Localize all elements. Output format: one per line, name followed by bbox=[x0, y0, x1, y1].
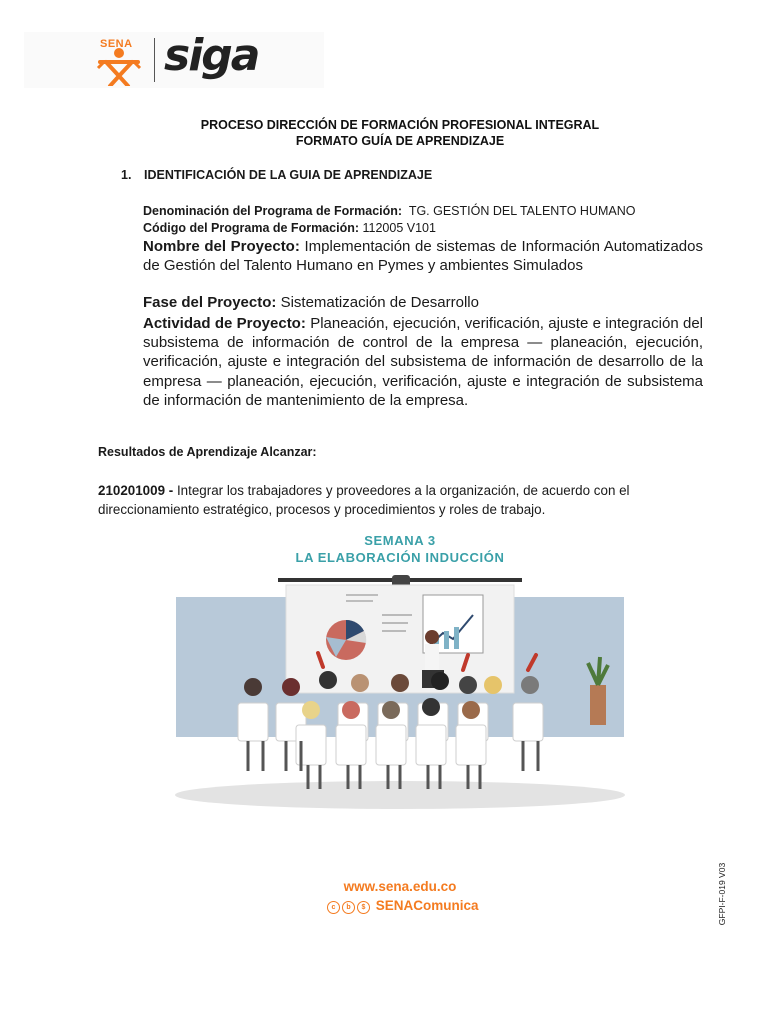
section-title: IDENTIFICACIÓN DE LA GUIA DE APRENDIZAJE bbox=[144, 168, 433, 182]
code-value: 112005 V101 bbox=[362, 221, 436, 235]
classroom-illustration bbox=[168, 575, 632, 810]
project-label: Nombre del Proyecto: bbox=[143, 238, 300, 255]
program-row bbox=[143, 204, 635, 218]
phase-row bbox=[143, 294, 479, 311]
code-row bbox=[143, 221, 436, 235]
footer-social bbox=[327, 898, 479, 914]
activity-value: Planeación, ejecución, verificación, ajuste e integración del subsistema de información de control de la empresa — planeación, ejecución, verificación, ajuste e integración del subsistema de información de desarrollo de la empresa — planeación, ejecución, verificación, ajuste e integración de subsistema de información de mantenimiento de la empresa. bbox=[143, 315, 704, 409]
sena-logo-text: SENA bbox=[100, 38, 133, 50]
result-text: Integrar los trabajadores y proveedores a la organización, de acuerdo con el direccionamiento estratégico, procesos y procedimientos y roles de trabajo. bbox=[98, 483, 630, 517]
week-label: SEMANA 3 bbox=[364, 533, 436, 548]
week-topic: LA ELABORACIÓN INDUCCIÓN bbox=[295, 550, 505, 565]
code-label: Código del Programa de Formación: bbox=[143, 221, 359, 235]
result-code: 210201009 - bbox=[98, 483, 174, 498]
form-code: GFPI-F-019 V03 bbox=[717, 862, 727, 926]
result-item bbox=[98, 481, 703, 519]
doc-title-process: PROCESO DIRECCIÓN DE FORMACIÓN PROFESIONAL INTEGRAL bbox=[200, 118, 600, 132]
social-handle: SENAComunica bbox=[375, 898, 479, 913]
project-paragraph bbox=[143, 237, 703, 275]
phase-label: Fase del Proyecto: bbox=[143, 294, 277, 311]
phase-value: Sistematización de Desarrollo bbox=[280, 294, 479, 311]
sena-logo-icon bbox=[96, 46, 142, 86]
doc-title-format: FORMATO GUÍA DE APRENDIZAJE bbox=[295, 134, 505, 148]
program-label: Denominación del Programa de Formación: bbox=[143, 204, 403, 218]
form-code-vertical bbox=[716, 855, 728, 935]
program-value: TG. GESTIÓN DEL TALENTO HUMANO bbox=[408, 204, 636, 218]
section-number: 1. bbox=[121, 168, 132, 182]
nc-icon: $ bbox=[357, 901, 370, 914]
by-icon: b bbox=[342, 901, 355, 914]
activity-label: Actividad de Proyecto: bbox=[143, 315, 306, 332]
activity-paragraph bbox=[143, 314, 703, 410]
cc-icon: c bbox=[327, 901, 340, 914]
footer-website[interactable]: www.sena.edu.co bbox=[343, 879, 457, 894]
siga-logo: siga bbox=[164, 30, 259, 81]
project-value: Implementación de sistemas de Información Automatizados de Gestión del Talento Humano en Pymes y ambientes Simulados bbox=[143, 238, 703, 275]
section-heading bbox=[121, 168, 432, 182]
results-heading: Resultados de Aprendizaje Alcanzar: bbox=[98, 445, 317, 459]
logo-divider bbox=[154, 38, 155, 82]
